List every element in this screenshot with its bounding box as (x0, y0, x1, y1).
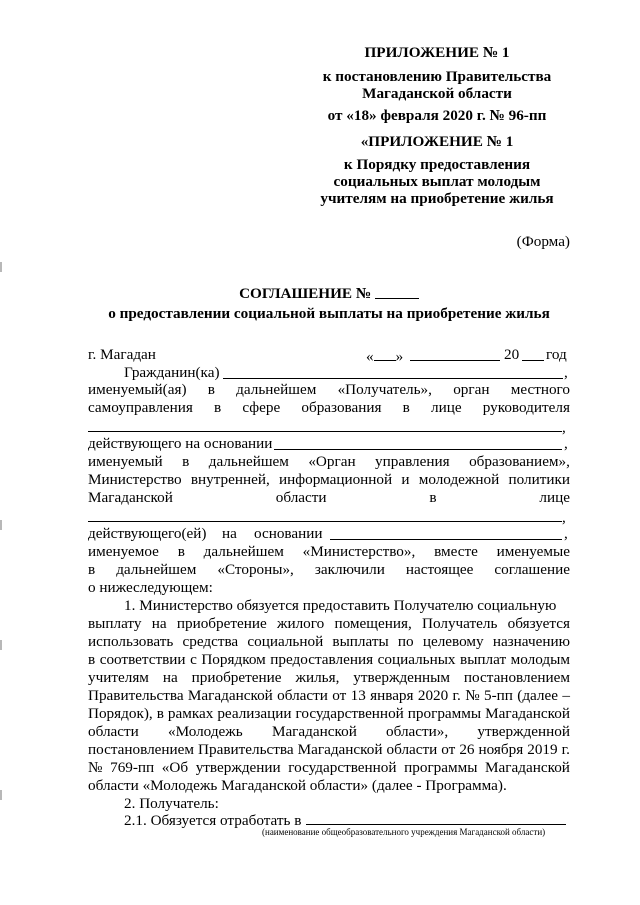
comma: , (562, 419, 566, 436)
clause1-line (88, 633, 570, 651)
scan-margin-mark (0, 640, 2, 650)
word: 2019 (527, 741, 558, 758)
region-line (88, 489, 570, 507)
word: области (88, 723, 139, 740)
head-name-blank[interactable] (88, 417, 562, 432)
word: области», (386, 723, 449, 740)
school-name-caption: (наименование общеобразовательного учреждения Магаданской области) (262, 827, 546, 837)
word: социальной (247, 633, 324, 650)
school-name-blank[interactable] (306, 810, 566, 825)
appendix-title-quoted: «ПРИЛОЖЕНИЕ № 1 (360, 133, 514, 150)
acting-basis-label: действующего на основании (88, 435, 273, 452)
resolution-line: к постановлению Правительства (322, 68, 552, 85)
word: образованием», (469, 453, 570, 470)
clause2-heading-text: 2. Получатель: (124, 795, 219, 812)
word: в (88, 651, 96, 668)
word: в (177, 543, 185, 560)
word: жилого (276, 615, 325, 632)
word: молодым (510, 651, 570, 668)
word: Министерство (88, 471, 182, 488)
place-date-line (88, 346, 570, 364)
word: в (156, 705, 164, 722)
word: использовать (88, 633, 174, 650)
word: области (386, 741, 438, 758)
word: орган (453, 381, 490, 398)
word: именуемый (88, 453, 163, 470)
day-blank[interactable] (374, 346, 396, 361)
word: по (397, 633, 414, 650)
word: дальнейшем (116, 561, 197, 578)
word: – (562, 687, 570, 704)
clause1-line (88, 687, 570, 705)
clause1-line (88, 723, 570, 741)
word: «Орган (308, 453, 356, 470)
word: на (162, 669, 178, 686)
word: «Молодежь (167, 723, 243, 740)
word: в (214, 399, 222, 416)
agreement-title (88, 283, 570, 303)
word: утвержденной (477, 723, 570, 740)
word: настоящее (405, 561, 474, 578)
word: именуемые (496, 543, 570, 560)
acting-basis-line (88, 435, 570, 453)
word: вместе (434, 543, 478, 560)
word: действующего(ей) (88, 525, 207, 542)
word: целевому (422, 633, 484, 650)
word: в (402, 399, 410, 416)
word: политики (508, 471, 570, 488)
word: управления (375, 453, 450, 470)
acting-basis2-blank[interactable] (330, 525, 562, 540)
word: местного (510, 381, 570, 398)
word: утвержденным (353, 669, 450, 686)
word: жилья, (295, 669, 340, 686)
word: молодежной (418, 471, 500, 488)
word: внутренней, (190, 471, 270, 488)
word: реализации (217, 705, 292, 722)
order-line: учителям на приобретение жилья (320, 190, 554, 207)
word: руководителя (482, 399, 570, 416)
word: лице (430, 399, 462, 416)
word: соответствии (99, 651, 186, 668)
word: 2020 (417, 687, 449, 704)
word: Магаданской (88, 489, 173, 506)
word: «Стороны», (217, 561, 294, 578)
word: от (332, 687, 347, 704)
minister-name-blank[interactable] (88, 507, 562, 522)
citizen-name-blank[interactable] (223, 364, 563, 379)
word: Порядок), (88, 705, 153, 722)
word: программы (407, 705, 482, 722)
word: в (182, 453, 190, 470)
word: Получатель (422, 615, 498, 632)
word: Магаданской (485, 759, 570, 776)
word: помещения, (334, 615, 412, 632)
word: информационной (279, 471, 393, 488)
word: заключили (314, 561, 385, 578)
word: № (465, 687, 480, 704)
word: именуемый(ая) (88, 381, 187, 398)
year-suffix: год (546, 346, 567, 363)
citizen-label: Гражданин(ка) (124, 364, 220, 381)
word: «Получатель», (337, 381, 432, 398)
selfgov-line (88, 399, 570, 417)
word: рамках (167, 705, 214, 722)
order-line: социальных выплат молодым (333, 173, 541, 190)
clause1-text: 1. Министерство обязуется предоставить Получателю социальную (124, 597, 557, 614)
word: Правительства (198, 741, 294, 758)
minister-name-line (88, 507, 570, 527)
resolution-line: Магаданской области (362, 85, 512, 102)
comma: , (564, 525, 568, 542)
agreement-number-blank[interactable] (375, 283, 419, 299)
word: приобретение (176, 615, 267, 632)
word: г. (452, 687, 461, 704)
word: в (88, 561, 96, 578)
word: образования (301, 399, 382, 416)
clause1-line (88, 651, 570, 669)
word: (далее (517, 687, 558, 704)
word: 769-пп (110, 759, 155, 776)
word: «Министерство», (302, 543, 416, 560)
word: января (370, 687, 414, 704)
word: соглашение (494, 561, 570, 578)
word: Магаданской (297, 741, 383, 758)
word: ноября (478, 741, 524, 758)
word: дальнейшем (236, 381, 317, 398)
word: выплату (88, 615, 142, 632)
form-label: (Форма) (516, 233, 570, 250)
word: приобретение (191, 669, 282, 686)
word: на (151, 615, 167, 632)
word: лице (539, 489, 570, 506)
ministry-line (88, 471, 570, 489)
word: в (207, 381, 215, 398)
word: государственной (295, 705, 404, 722)
acting-basis2-line (88, 525, 570, 543)
year-prefix: 20 (504, 346, 520, 363)
clause1-line (88, 759, 570, 777)
scan-margin-mark (0, 520, 2, 530)
clause1-line (88, 669, 570, 687)
acting-basis-blank[interactable] (274, 435, 562, 450)
word: с (190, 651, 197, 668)
word: области (277, 687, 328, 704)
word: Порядком (201, 651, 266, 668)
word: 13 (350, 687, 366, 704)
word: утверждении (195, 759, 281, 776)
clause1-line (88, 705, 570, 723)
word: на (222, 525, 237, 542)
agreement-subtitle: о предоставлении социальной выплаты на приобретение жилья (108, 305, 550, 322)
word: обязуется (507, 615, 570, 632)
date-day: « » (366, 348, 404, 365)
word: выплаты (332, 633, 389, 650)
ministry-named-line (88, 543, 570, 561)
clause1-line (88, 741, 570, 759)
word: Магаданской (271, 723, 357, 740)
word: области (275, 489, 327, 506)
word: 26 (459, 741, 475, 758)
word: от (441, 741, 456, 758)
word: социальных (377, 651, 456, 668)
city: г. Магадан (88, 346, 156, 363)
clause1-line: области «Молодежь Магаданской области» (далее - Программа). (88, 777, 507, 794)
sides-line (88, 561, 570, 579)
year-blank[interactable] (522, 346, 544, 361)
word: сфере (242, 399, 281, 416)
comma: , (564, 435, 568, 452)
month-blank[interactable] (410, 346, 500, 361)
appendix-title: ПРИЛОЖЕНИЕ № 1 (364, 44, 510, 61)
order-line: к Порядку предоставления (343, 156, 531, 173)
scan-margin-mark (0, 262, 2, 272)
word: Магаданской (187, 687, 273, 704)
comma: , (562, 509, 566, 526)
head-name-line (88, 417, 570, 437)
comma: , (564, 364, 568, 381)
word: Магаданской (485, 705, 570, 722)
word: Правительства (88, 687, 184, 704)
scan-margin-mark (0, 790, 2, 800)
word: программы (404, 759, 478, 776)
word: и (401, 471, 410, 488)
word: «Об (161, 759, 189, 776)
word: в (429, 489, 437, 506)
word: государственной (288, 759, 397, 776)
resolution-date: от «18» февраля 2020 г. № 96-пп (327, 107, 547, 124)
agreement-title-text: СОГЛАШЕНИЕ № (239, 285, 372, 302)
word: назначению (492, 633, 570, 650)
clause2-item-label: 2.1. Обязуется отработать в (124, 812, 302, 829)
word: основании (254, 525, 323, 542)
word: выплат (460, 651, 507, 668)
word: 5-пп (484, 687, 513, 704)
word: г. (561, 741, 570, 758)
recipient-line (88, 381, 570, 399)
word: самоуправления (88, 399, 193, 416)
word: дальнейшем (203, 543, 284, 560)
word: постановлением (88, 741, 195, 758)
word: постановлением (463, 669, 570, 686)
following-label: о нижеследующем: (88, 579, 213, 596)
word: № (88, 759, 103, 776)
word: средства (182, 633, 239, 650)
clause1-line (88, 615, 570, 633)
word: предоставления (270, 651, 374, 668)
word: учителям (88, 669, 149, 686)
authority-line (88, 453, 570, 471)
word: дальнейшем (208, 453, 289, 470)
word: именуемое (88, 543, 159, 560)
